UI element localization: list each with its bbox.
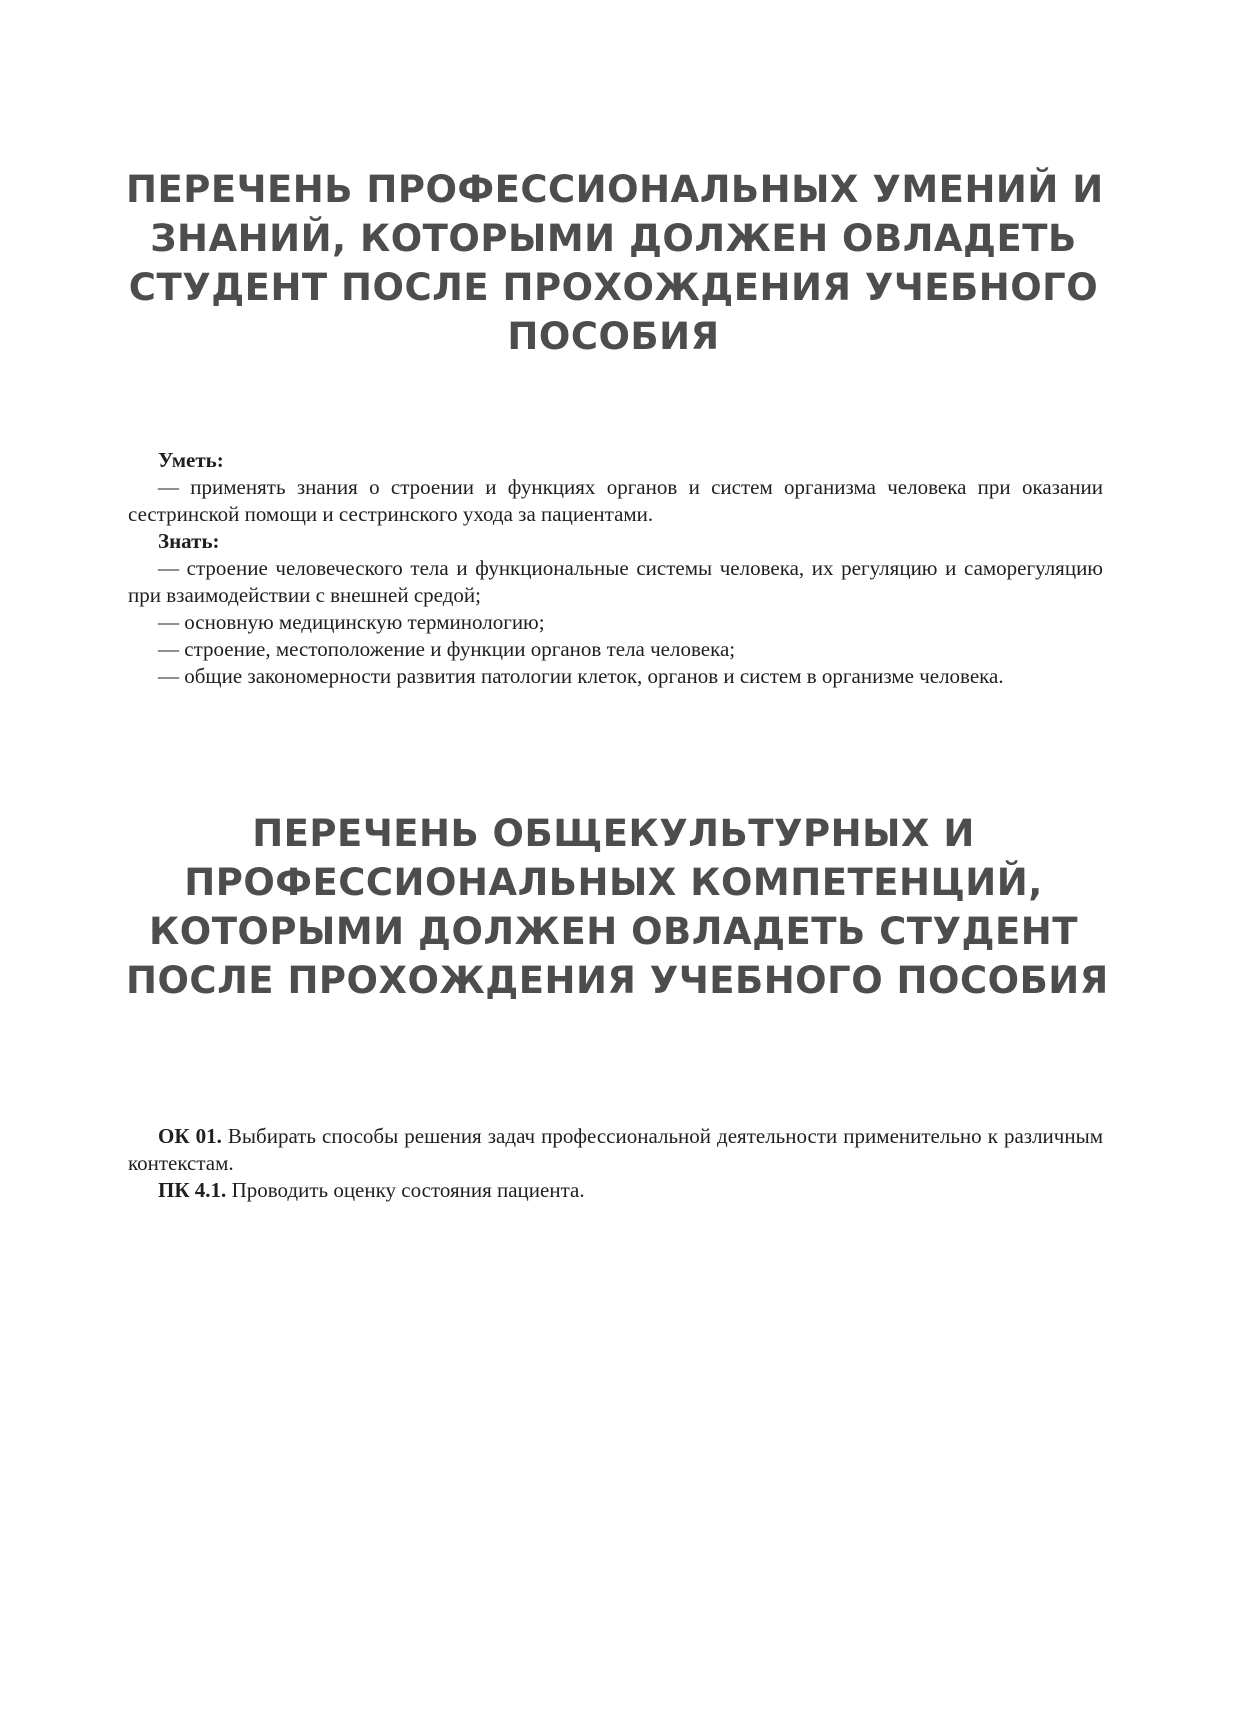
knowledge-label: Знать: <box>158 529 220 553</box>
section-heading-competencies <box>126 809 1109 1005</box>
competency-code: ПК 4.1. <box>158 1178 227 1202</box>
heading-line: ПОСЛЕ ПРОХОЖДЕНИЯ УЧЕБНОГО ПОСОБИЯ <box>126 958 1109 1002</box>
section-heading-skills-knowledge <box>126 165 1104 361</box>
heading-line: КОТОРЫМИ ДОЛЖЕН ОВЛАДЕТЬ СТУДЕНТ <box>149 909 1078 953</box>
knowledge-item: — общие закономерности развития патологии клеток, органов и систем в организме человека. <box>158 664 1004 688</box>
heading-line: ПЕРЕЧЕНЬ ПРОФЕССИОНАЛЬНЫХ УМЕНИЙ И <box>126 167 1104 211</box>
skills-knowledge-list <box>128 447 1103 690</box>
competency-code: ОК 01. <box>158 1124 222 1148</box>
heading-line: СТУДЕНТ ПОСЛЕ ПРОХОЖДЕНИЯ УЧЕБНОГО <box>128 265 1099 309</box>
competency-item <box>128 1177 1103 1204</box>
heading-line: ПОСОБИЯ <box>507 314 720 358</box>
competency-text: Выбирать способы решения задач профессиональной деятельности применительно к различным контекстам. <box>128 1124 1103 1175</box>
heading-line: ПЕРЕЧЕНЬ ОБЩЕКУЛЬТУРНЫХ И <box>252 811 975 855</box>
heading-line: ПРОФЕССИОНАЛЬНЫХ КОМПЕТЕНЦИЙ, <box>184 860 1043 904</box>
knowledge-item: — строение, местоположение и функции органов тела человека; <box>158 637 736 661</box>
knowledge-item: — строение человеческого тела и функциональные системы человека, их регуляцию и саморегуляцию при взаимодействии с внешней средой; <box>128 556 1103 607</box>
heading-line: ЗНАНИЙ, КОТОРЫМИ ДОЛЖЕН ОВЛАДЕТЬ <box>150 216 1077 260</box>
skills-item: — применять знания о строении и функциях органов и систем организма человека при оказании сестринской помощи и сестринского ухода за пациентами. <box>128 475 1103 526</box>
competencies-list <box>128 1123 1103 1204</box>
knowledge-item: — основную медицинскую терминологию; <box>158 610 545 634</box>
competency-item <box>128 1123 1103 1177</box>
competency-text: Проводить оценку состояния пациента. <box>226 1178 585 1202</box>
skills-label: Уметь: <box>158 448 224 472</box>
